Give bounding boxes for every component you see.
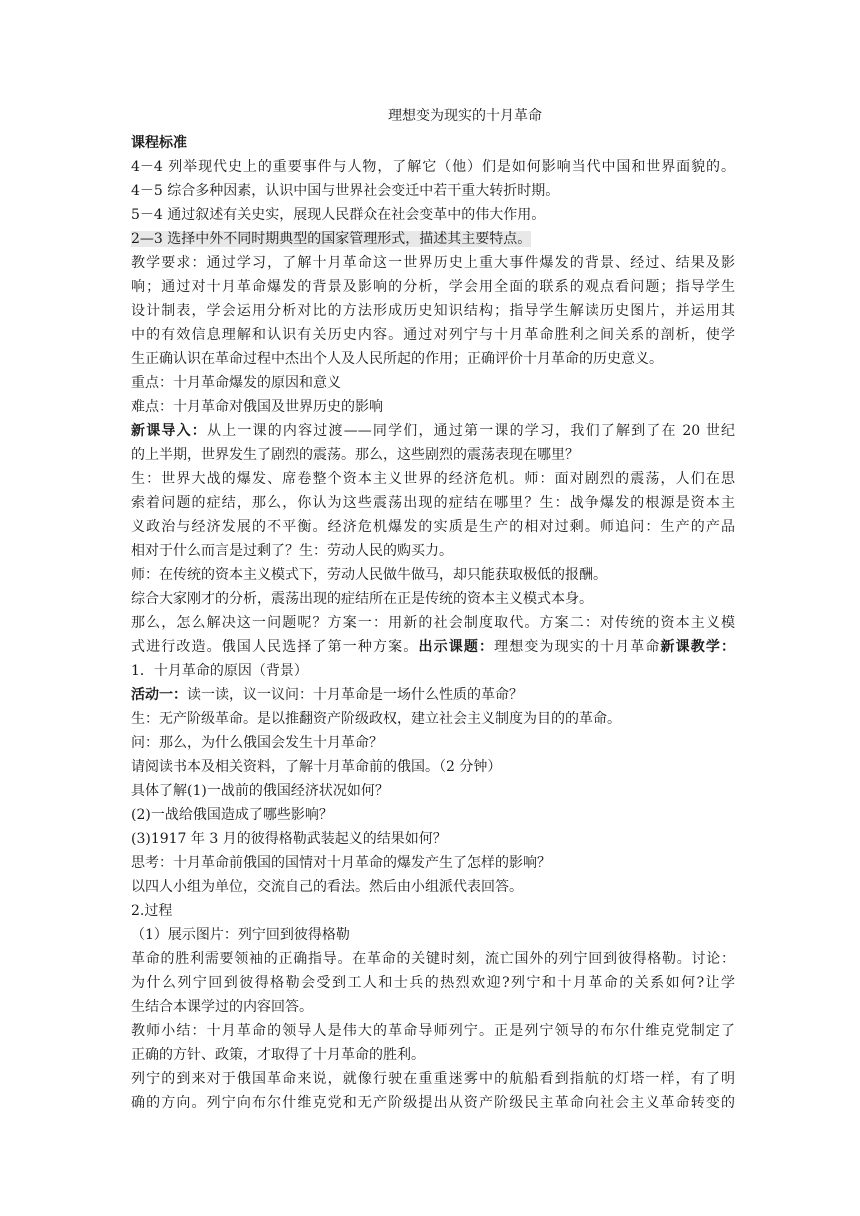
text-line xyxy=(131,947,735,971)
text-line xyxy=(131,755,735,779)
text-line xyxy=(131,155,735,179)
text-line xyxy=(131,611,735,635)
text-segment: 索着问题的症结，那么，你认为这些震荡出现的症结在哪里？生：战争爆发的根源是资本主 xyxy=(131,495,735,511)
text-segment: 义政治与经济发展的不平衡。经济危机爆发的实质是生产的相对过剩。师追问：生产的产品 xyxy=(131,519,735,535)
text-segment: 师：在传统的资本主义模式下，劳动人民做牛做马，却只能获取极低的报酬。 xyxy=(131,567,607,583)
bold-text: 活动一： xyxy=(131,687,187,703)
highlighted-text: 2—3 选择中外不同时期典型的国家管理形式，描述其主要特点。 xyxy=(131,231,532,247)
document-body xyxy=(131,131,735,1115)
text-segment: 相对于什么而言是过剩了？生：劳动人民的购买力。 xyxy=(131,543,453,559)
text-line xyxy=(131,1067,735,1091)
text-segment: (2)一战给俄国造成了哪些影响？ xyxy=(131,807,333,823)
text-line xyxy=(131,563,735,587)
bold-text: 新课导入： xyxy=(131,423,207,439)
text-segment: 思考：十月革命前俄国的国情对十月革命的爆发产生了怎样的影响？ xyxy=(131,855,551,871)
text-line xyxy=(131,971,735,995)
text-segment: 问：那么，为什么俄国会发生十月革命？ xyxy=(131,735,383,751)
bold-text: 新课教学： xyxy=(660,639,736,655)
text-line xyxy=(131,923,735,947)
text-line xyxy=(131,875,735,899)
text-segment: 具体了解(1)一战前的俄国经济状况如何？ xyxy=(131,783,389,799)
text-line xyxy=(131,995,735,1019)
text-line xyxy=(131,1043,735,1067)
text-line xyxy=(131,251,735,275)
text-line xyxy=(131,275,735,299)
text-line xyxy=(131,707,735,731)
text-segment: 那么，怎么解决这一问题呢？方案一：用新的社会制度取代。方案二：对传统的资本主义模 xyxy=(131,615,735,631)
text-line xyxy=(131,179,735,203)
text-line xyxy=(131,683,735,707)
text-segment: 重点：十月革命爆发的原因和意义 xyxy=(131,375,341,391)
text-segment: 难点：十月革命对俄国及世界历史的影响 xyxy=(131,399,383,415)
text-line xyxy=(131,659,735,683)
text-segment: 从上一课的内容过渡——同学们，通过第一课的学习，我们了解到了在 20 世纪 xyxy=(206,423,736,439)
text-segment: 读一读，议一议问：十月革命是一场什么性质的革命？ xyxy=(187,687,523,703)
text-line xyxy=(131,419,735,443)
text-segment: 生结合本课学过的内容回答。 xyxy=(131,999,313,1015)
text-segment: 综合大家刚才的分析，震荡出现的症结所在正是传统的资本主义模式本身。 xyxy=(131,591,593,607)
text-line xyxy=(131,827,735,851)
text-segment: 2.过程 xyxy=(131,903,173,919)
text-segment: 的上半期，世界发生了剧烈的震荡。那么，这些剧烈的震荡表现在哪里？ xyxy=(131,447,579,463)
text-line xyxy=(131,323,735,347)
text-segment: 确的方向。列宁向布尔什维克党和无产阶级提出从资产阶级民主革命向社会主义革命转变的 xyxy=(131,1095,735,1111)
text-line xyxy=(131,587,735,611)
text-line xyxy=(131,1091,735,1115)
text-segment: 革命的胜利需要领袖的正确指导。在革命的关键时刻，流亡国外的列宁回到彼得格勒。讨论： xyxy=(131,951,735,967)
text-line xyxy=(131,299,735,323)
document-title: 理想变为现实的十月革命 xyxy=(388,108,542,124)
text-segment: (3)1917 年 3 月的彼得格勒武装起义的结果如何？ xyxy=(131,831,447,847)
text-segment: 生正确认识在革命过程中杰出个人及人民所起的作用；正确评价十月革命的历史意义。 xyxy=(131,351,663,367)
text-line xyxy=(131,731,735,755)
text-line xyxy=(131,131,735,155)
text-line xyxy=(131,347,735,371)
text-line xyxy=(131,227,735,251)
text-segment: 正确的方针、政策，才取得了十月革命的胜利。 xyxy=(131,1047,425,1063)
text-segment: 中的有效信息理解和认识有关历史内容。通过对列宁与十月革命胜利之间关系的剖析，使学 xyxy=(131,327,735,343)
text-segment: 理想变为现实的十月革命 xyxy=(494,639,661,655)
text-segment: 4－4 列举现代史上的重要事件与人物，了解它（他）们是如何影响当代中国和世界面貌的。 xyxy=(131,159,735,175)
text-segment: 以四人小组为单位，交流自己的看法。然后由小组派代表回答。 xyxy=(131,879,523,895)
text-segment: 式进行改造。俄国人民选择了第一种方案。 xyxy=(131,639,419,655)
text-line xyxy=(131,1019,735,1043)
text-segment: 教学要求：通过学习，了解十月革命这一世界历史上重大事件爆发的背景、经过、结果及影 xyxy=(131,255,735,271)
bold-text: 出示课题： xyxy=(418,639,495,655)
text-segment: （1）展示图片：列宁回到彼得格勒 xyxy=(131,927,350,943)
text-segment: 4－5 综合多种因素，认识中国与世界社会变迁中若干重大转折时期。 xyxy=(131,183,560,199)
text-segment: 列宁的到来对于俄国革命来说，就像行驶在重重迷雾中的航船看到指航的灯塔一样，有了明 xyxy=(131,1071,735,1087)
text-line xyxy=(131,203,735,227)
text-line xyxy=(131,443,735,467)
text-line xyxy=(131,779,735,803)
text-segment: 教师小结：十月革命的领导人是伟大的革命导师列宁。正是列宁领导的布尔什维克党制定了 xyxy=(131,1023,735,1039)
text-segment: 生：世界大战的爆发、席卷整个资本主义世界的经济危机。师：面对剧烈的震荡，人们在思 xyxy=(131,471,735,487)
text-line xyxy=(131,467,735,491)
text-line xyxy=(131,371,735,395)
text-line xyxy=(131,851,735,875)
text-segment: 生：无产阶级革命。是以推翻资产阶级政权，建立社会主义制度为目的的革命。 xyxy=(131,711,621,727)
text-segment: 响；通过对十月革命爆发的背景及影响的分析，学会用全面的联系的观点看问题；指导学生 xyxy=(131,279,735,295)
text-segment: 设计制表，学会运用分析对比的方法形成历史知识结构；指导学生解读历史图片，并运用其 xyxy=(131,303,735,319)
text-segment: 5－4 通过叙述有关史实，展现人民群众在社会变革中的伟大作用。 xyxy=(131,207,546,223)
text-segment: 为什么列宁回到彼得格勒会受到工人和士兵的热烈欢迎?列宁和十月革命的关系如何?让学 xyxy=(131,975,735,991)
text-line xyxy=(131,899,735,923)
text-segment: 请阅读书本及相关资料，了解十月革命前的俄国。（2 分钟） xyxy=(131,759,502,775)
text-line xyxy=(131,491,735,515)
text-line xyxy=(131,515,735,539)
bold-text: 课程标准 xyxy=(131,135,187,151)
text-line xyxy=(131,395,735,419)
text-line xyxy=(131,635,735,659)
text-line xyxy=(131,803,735,827)
text-line xyxy=(131,539,735,563)
text-segment: 1．十月革命的原因（背景） xyxy=(131,663,308,679)
